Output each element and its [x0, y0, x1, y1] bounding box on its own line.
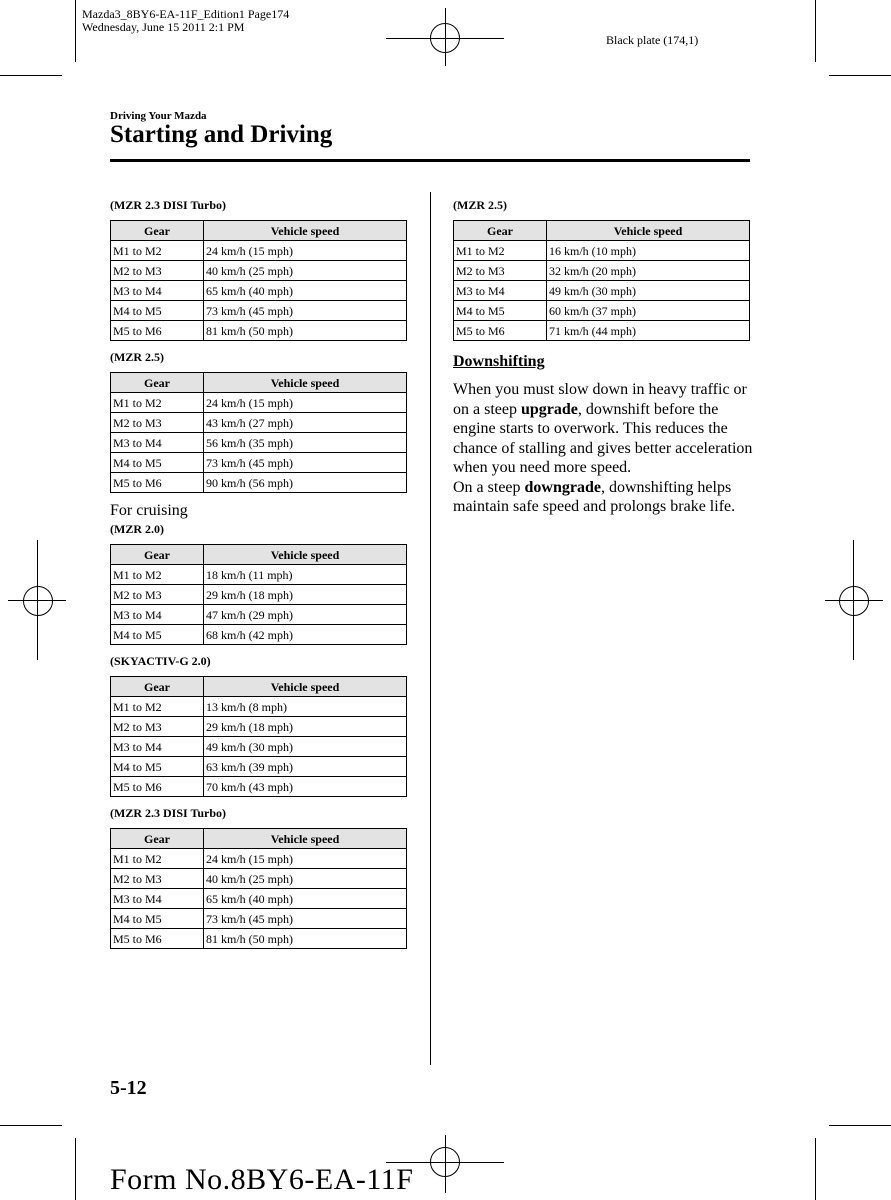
gear-cell: M4 to M5 [454, 301, 547, 321]
table-row [111, 261, 407, 281]
speed-cell: 73 km/h (45 mph) [204, 301, 407, 321]
table-row [111, 697, 407, 717]
speed-cell: 70 km/h (43 mph) [204, 777, 407, 797]
gear-cell: M5 to M6 [111, 929, 204, 949]
crop-mark [75, 1138, 76, 1200]
header-gear: Gear [454, 221, 547, 241]
table-row [111, 757, 407, 777]
speed-cell: 68 km/h (42 mph) [204, 625, 407, 645]
table-row [111, 929, 407, 949]
gear-cell: M3 to M4 [111, 605, 204, 625]
header-gear: Gear [111, 221, 204, 241]
gear-cell: M1 to M2 [111, 565, 204, 585]
table-row [111, 625, 407, 645]
speed-cell: 65 km/h (40 mph) [204, 281, 407, 301]
speed-cell: 73 km/h (45 mph) [204, 909, 407, 929]
table-row [111, 869, 407, 889]
emphasis-downgrade: downgrade [524, 478, 601, 496]
print-info-line: Mazda3_8BY6-EA-11F_Edition1 Page174 [82, 7, 290, 21]
gear-cell: M5 to M6 [111, 777, 204, 797]
gear-speed-table [110, 220, 407, 341]
header-speed: Vehicle speed [204, 221, 407, 241]
gear-cell: M4 to M5 [111, 453, 204, 473]
gear-cell: M5 to M6 [111, 321, 204, 341]
table-row [111, 777, 407, 797]
form-number: Form No.8BY6-EA-11F [110, 1163, 414, 1196]
table-caption: (MZR 2.0) [110, 522, 164, 536]
speed-cell: 49 km/h (30 mph) [547, 281, 750, 301]
header-gear: Gear [111, 677, 204, 697]
crop-mark [829, 75, 891, 76]
speed-cell: 56 km/h (35 mph) [204, 433, 407, 453]
speed-cell: 18 km/h (11 mph) [204, 565, 407, 585]
crop-mark [0, 75, 62, 76]
table-caption: (MZR 2.3 DISI Turbo) [110, 806, 227, 820]
header-gear: Gear [111, 829, 204, 849]
table-row [111, 281, 407, 301]
gear-cell: M1 to M2 [111, 241, 204, 261]
gear-cell: M3 to M4 [111, 737, 204, 757]
table-row [111, 473, 407, 493]
gear-speed-table [110, 544, 407, 645]
table-row [111, 717, 407, 737]
table-caption: (MZR 2.5) [453, 198, 507, 212]
header-speed: Vehicle speed [547, 221, 750, 241]
speed-cell: 24 km/h (15 mph) [204, 393, 407, 413]
table-row [454, 261, 750, 281]
print-info [82, 8, 289, 34]
gear-speed-table [453, 220, 750, 341]
table-row [111, 321, 407, 341]
title-rule [110, 159, 750, 162]
table-header-row [454, 221, 750, 241]
table-row [111, 433, 407, 453]
table-row [111, 585, 407, 605]
speed-cell: 81 km/h (50 mph) [204, 929, 407, 949]
header-gear: Gear [111, 545, 204, 565]
table-header-row [111, 221, 407, 241]
gear-cell: M4 to M5 [111, 625, 204, 645]
gear-cell: M5 to M6 [111, 473, 204, 493]
speed-cell: 29 km/h (18 mph) [204, 717, 407, 737]
gear-cell: M4 to M5 [111, 301, 204, 321]
gear-cell: M2 to M3 [111, 717, 204, 737]
table-row [454, 281, 750, 301]
table-header-row [111, 373, 407, 393]
table-row [111, 393, 407, 413]
speed-cell: 90 km/h (56 mph) [204, 473, 407, 493]
gear-cell: M3 to M4 [454, 281, 547, 301]
speed-cell: 71 km/h (44 mph) [547, 321, 750, 341]
gear-cell: M4 to M5 [111, 757, 204, 777]
speed-cell: 73 km/h (45 mph) [204, 453, 407, 473]
crop-mark [829, 1125, 891, 1126]
gear-cell: M1 to M2 [111, 393, 204, 413]
downshifting-body [453, 380, 753, 517]
speed-cell: 16 km/h (10 mph) [547, 241, 750, 261]
table-caption: (MZR 2.5) [110, 350, 164, 364]
crop-mark [75, 0, 76, 62]
page-title: Starting and Driving [110, 121, 333, 148]
gear-cell: M3 to M4 [111, 281, 204, 301]
gear-cell: M2 to M3 [111, 413, 204, 433]
gear-cell: M2 to M3 [111, 261, 204, 281]
speed-cell: 63 km/h (39 mph) [204, 757, 407, 777]
paragraph: When you must slow down in heavy traffic or on a steep upgrade, downshift before the engine starts to overwork. This reduces the chance of stalling and gives better acceleration when you need more speed. [453, 381, 753, 476]
table-row [111, 565, 407, 585]
table-row [111, 889, 407, 909]
speed-cell: 43 km/h (27 mph) [204, 413, 407, 433]
speed-cell: 29 km/h (18 mph) [204, 585, 407, 605]
plate-label: Black plate (174,1) [606, 33, 699, 47]
gear-cell: M2 to M3 [111, 869, 204, 889]
table-row [454, 321, 750, 341]
page-number: 5-12 [110, 1077, 147, 1099]
gear-speed-table [110, 676, 407, 797]
gear-cell: M4 to M5 [111, 909, 204, 929]
gear-speed-table [110, 372, 407, 493]
table-row [111, 909, 407, 929]
paragraph: On a steep downgrade, downshifting helps maintain safe speed and prolongs brake life. [453, 478, 736, 515]
speed-cell: 24 km/h (15 mph) [204, 241, 407, 261]
gear-speed-table [110, 828, 407, 949]
speed-cell: 32 km/h (20 mph) [547, 261, 750, 281]
table-row [111, 605, 407, 625]
speed-cell: 65 km/h (40 mph) [204, 889, 407, 909]
table-row [454, 301, 750, 321]
gear-cell: M5 to M6 [454, 321, 547, 341]
gear-cell: M3 to M4 [111, 889, 204, 909]
speed-cell: 40 km/h (25 mph) [204, 261, 407, 281]
table-row [111, 737, 407, 757]
cruising-label: For cruising [110, 502, 188, 519]
speed-cell: 13 km/h (8 mph) [204, 697, 407, 717]
table-caption: (SKYACTIV-G 2.0) [110, 654, 211, 668]
speed-cell: 47 km/h (29 mph) [204, 605, 407, 625]
table-caption: (MZR 2.3 DISI Turbo) [110, 198, 227, 212]
gear-cell: M3 to M4 [111, 433, 204, 453]
header-speed: Vehicle speed [204, 545, 407, 565]
table-header-row [111, 545, 407, 565]
table-row [111, 453, 407, 473]
print-info-line: Wednesday, June 15 2011 2:1 PM [82, 20, 245, 34]
downshifting-heading: Downshifting [453, 353, 545, 370]
table-header-row [111, 677, 407, 697]
gear-cell: M2 to M3 [454, 261, 547, 281]
table-row [111, 241, 407, 261]
header-gear: Gear [111, 373, 204, 393]
emphasis-upgrade: upgrade [520, 400, 578, 418]
table-row [111, 849, 407, 869]
gear-cell: M1 to M2 [111, 697, 204, 717]
column-divider [430, 192, 431, 1065]
speed-cell: 40 km/h (25 mph) [204, 869, 407, 889]
gear-cell: M2 to M3 [111, 585, 204, 605]
table-header-row [111, 829, 407, 849]
table-row [111, 413, 407, 433]
header-speed: Vehicle speed [204, 373, 407, 393]
crop-mark [815, 1138, 816, 1200]
section-label: Driving Your Mazda [110, 110, 207, 122]
table-row [111, 301, 407, 321]
gear-cell: M1 to M2 [454, 241, 547, 261]
header-speed: Vehicle speed [204, 677, 407, 697]
table-row [454, 241, 750, 261]
speed-cell: 24 km/h (15 mph) [204, 849, 407, 869]
crop-mark [815, 0, 816, 62]
speed-cell: 81 km/h (50 mph) [204, 321, 407, 341]
speed-cell: 60 km/h (37 mph) [547, 301, 750, 321]
speed-cell: 49 km/h (30 mph) [204, 737, 407, 757]
crop-mark [0, 1125, 62, 1126]
header-speed: Vehicle speed [204, 829, 407, 849]
gear-cell: M1 to M2 [111, 849, 204, 869]
